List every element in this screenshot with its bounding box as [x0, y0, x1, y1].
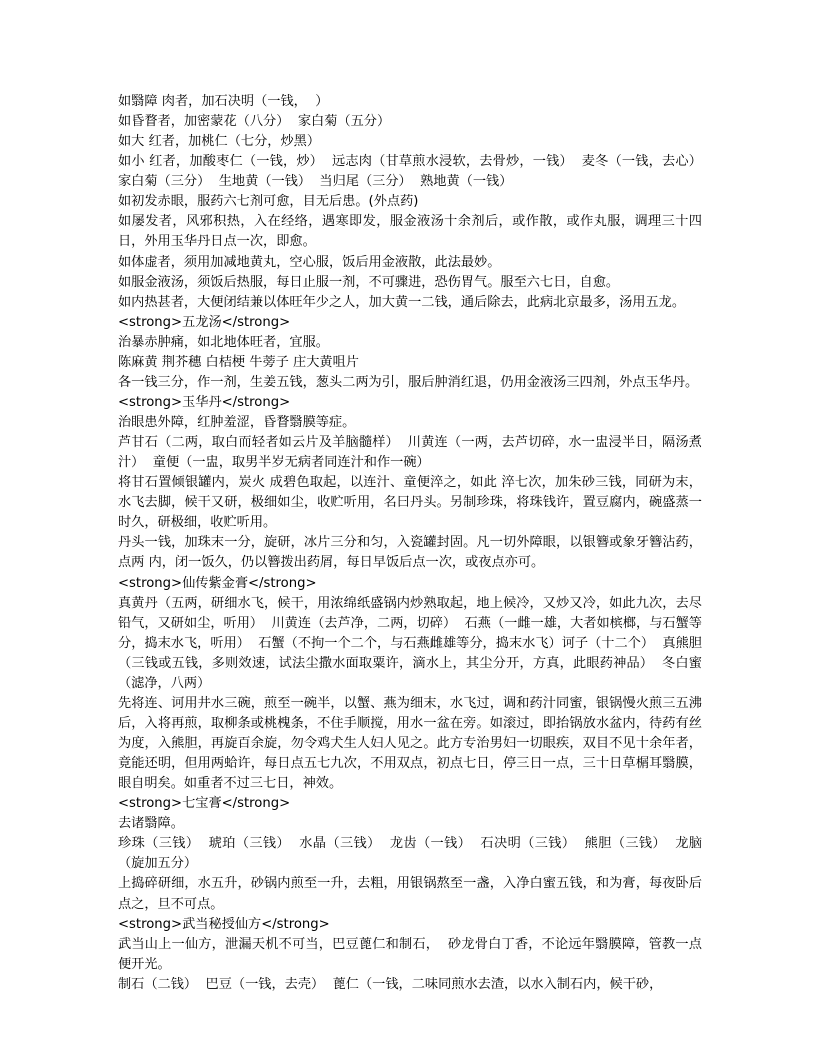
- section-heading: <strong>七宝膏</strong>: [118, 796, 291, 812]
- text-paragraph: 真黄丹（五两，研细水飞，候干，用浓绵纸盛锅内炒熟取起，地上候冷，又炒又冷，如此九次，去尽铅气，又研如尘，听用） 川黄连（去芦净，二两，切碎） 石燕（一雌一雄，大者如槟榔，与石蟹等分，捣末水飞，听用） 石蟹（不拘一个二个，与石燕雌雄等分，捣末水飞）诃子（十二个） 真熊胆（三钱或五钱，多则效速，试法尘撒水面取粟许，滴水上，其尘分开，方真，此眼药神品） 冬白蜜（滤净，八两）: [118, 595, 702, 691]
- text-line: 如初发赤眼，服药六七剂可愈，目无后患。(外点药): [118, 194, 419, 210]
- text-paragraph: 武当山上一仙方，泄漏天机不可当，巴豆蓖仁和制石， 砂龙骨白丁香，不论远年翳膜障，管教一点便开光。: [118, 936, 702, 972]
- text-line: 治眼患外障，红肿羞涩，昏瞀翳膜等症。: [118, 415, 356, 430]
- text-line: 去诸翳障。: [118, 816, 184, 832]
- section-heading: <strong>五龙汤</strong>: [118, 314, 291, 330]
- section-heading: <strong>仙传紫金膏</strong>: [118, 575, 317, 591]
- document-body: [118, 92, 711, 995]
- text-paragraph: 将甘石置倾银罐内，炭火 成碧色取起，以连汁、童便淬之，如此 淬七次，加朱砂三钱，同研为末，水飞去脚，候干又研，极细如尘，收贮听用，名曰丹头。另制珍珠，将珠钱许，置豆腐内，碗盛蒸一时久，研极细，收贮听用。: [118, 475, 702, 531]
- text-line: 如体虚者，须用加减地黄丸，空心服，饭后用金液散，此法最妙。: [118, 254, 501, 270]
- text-line: 如服金液汤，须饭后热服，每日止服一剂，不可骤进，恐伤胃气。服至六七日，自愈。: [118, 274, 620, 290]
- text-paragraph: 先将连、诃用井水三碗，煎至一碗半，以蟹、燕为细末，水飞过，调和药汁同蜜，银锅慢火煎三五沸后，入将再煎，取柳条或桃槐条，不住手顺搅，用水一盆在旁。如滚过，即抬锅放水盆内，待药有丝为度，入熊胆，再旋百余旋，勿令鸡犬生人妇人见之。此方专治男妇一切眼疾，双目不见十余年者，竟能还明，但用两蛤许，每日点五七九次，不用双点，初点七日，停三日一点，三十日草榍耳翳膜，眼自明矣。如重者不过三七日，神效。: [118, 695, 702, 792]
- text-line: 如翳障 肉者，加石决明（一钱， ）: [118, 94, 329, 109]
- section-heading: <strong>玉华丹</strong>: [118, 394, 291, 410]
- text-paragraph: 制石（二钱） 巴豆（一钱，去壳） 蓖仁（一钱，二味同煎水去渣，以水入制石内，候干砂，: [118, 976, 663, 992]
- text-paragraph: 如屡发者，风邪积热，入在经络，遇寒即发，服金液汤十余剂后，或作散，或作丸服，调理三十四日，外用玉华丹日点一次，即愈。: [118, 214, 702, 250]
- text-paragraph: 珍珠（三钱） 琥珀（三钱） 水晶（三钱） 龙齿（一钱） 石决明（三钱） 熊胆（三钱） 龙脑（旋加五分）: [118, 836, 702, 872]
- text-line: 如昏瞀者，加密蒙花（八分） 家白菊（五分）: [118, 114, 391, 130]
- section-heading: <strong>武当秘授仙方</strong>: [118, 916, 330, 932]
- text-paragraph: 芦甘石（二两，取白而轻者如云片及羊脑髓样） 川黄连（一两，去芦切碎，水一盅浸半日，隔汤煮汁） 童便（一盅，取男半岁无病者同连汁和作一碗）: [118, 435, 702, 471]
- text-paragraph: 丹头一钱，加珠末一分，旋研，冰片三分和匀，入瓷罐封固。凡一切外障眼，以银簪或象牙簪沾药，点两 内，闭一饭久，仍以簪拨出药屑，每日早饭后点一次，或夜点亦可。: [118, 535, 702, 571]
- text-paragraph: 上捣碎研细，水五升，砂锅内煎至一升，去粗，用银锅熬至一盏，入净白蜜五钱，和为膏，每夜卧后点之，旦不可点。: [118, 876, 702, 912]
- text-paragraph: 各一钱三分，作一剂，生姜五钱，葱头二两为引，服后肿消红退，仍用金液汤三四剂，外点玉华丹。: [118, 374, 699, 390]
- text-line: 治暴赤肿痛，如北地体旺者，宜服。: [118, 334, 329, 350]
- text-line: 陈麻黄 荆芥穗 白桔梗 牛蒡子 庄大黄咀片: [118, 354, 359, 370]
- text-paragraph: 如内热甚者，大便闭结兼以体旺年少之人，加大黄一二钱，通后除去，此病北京最多，汤用五龙。: [118, 294, 686, 310]
- text-line: 如大 红者，加桃仁（七分，炒黑）: [118, 134, 321, 150]
- text-paragraph: 如小 红者，加酸枣仁（一钱，炒） 远志肉（甘草煎水浸软，去骨炒，一钱） 麦冬（一钱，去心） 家白菊（三分） 生地黄（一钱） 当归尾（三分） 熟地黄（一钱）: [118, 154, 711, 190]
